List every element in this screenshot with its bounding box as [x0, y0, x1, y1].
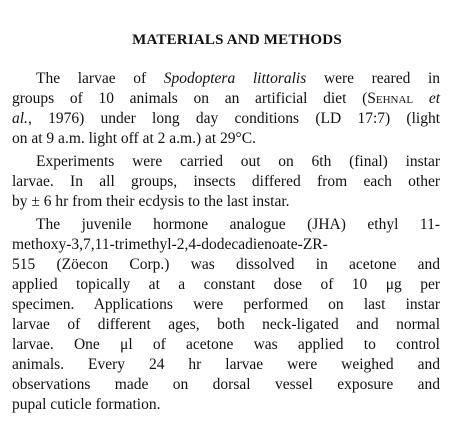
paragraph-2-line-1: Experiments were carried out on 6th (final) instar [36, 153, 440, 170]
paragraph-3-line-9: observations made on dorsal vessel exposure and [12, 376, 440, 393]
paragraph-1-line-3 [12, 109, 440, 129]
paragraph-1-line-1 [36, 69, 440, 89]
species-name: Spodoptera littoralis [163, 70, 307, 87]
paragraph-1-line-4: on at 9 a.m. light off at 2 a.m.) at 29°C. [12, 130, 256, 147]
paragraph-3-line-2: methoxy-3,7,11-trimethyl-2,4-dodecadienoate-ZR- [12, 236, 328, 253]
text-segment: groups of 10 animals on an artificial diet ( [12, 90, 368, 107]
text-segment: The larvae of [36, 70, 164, 87]
paragraph-3-line-4: applied topically at a constant dose of 10 μg per [12, 276, 440, 293]
paragraph-2-line-3: by ± 6 hr from their ecdysis to the last instar. [12, 193, 290, 210]
paragraph-3-line-5: specimen. Applications were performed on last instar [12, 296, 440, 313]
text-segment: , 1976) under long day conditions (LD 17:7) (light [27, 110, 440, 127]
section-heading: MATERIALS AND METHODS [132, 32, 342, 48]
paragraph-1-line-2 [12, 89, 440, 109]
text-segment: were reared in [306, 70, 441, 87]
paragraph-2-line-2: larvae. In all groups, insects differed from each other [12, 173, 440, 190]
paragraph-3-line-3: 515 (Zöecon Corp.) was dissolved in acetone and [12, 256, 440, 273]
citation-author: Sehnal [367, 90, 414, 107]
paragraph-3-line-10: pupal cuticle formation. [12, 396, 161, 413]
citation-et: et [428, 90, 441, 107]
paragraph-3-line-7: larvae. One μl of acetone was applied to control [12, 336, 440, 353]
paragraph-3-line-6: larvae of different ages, both neck-ligated and normal [12, 316, 440, 333]
paragraph-3-line-8: animals. Every 24 hr larvae were weighed and [12, 356, 440, 373]
citation-al: al. [12, 110, 28, 127]
paragraph-3-line-1: The juvenile hormone analogue (JHA) ethyl 11- [36, 216, 440, 233]
